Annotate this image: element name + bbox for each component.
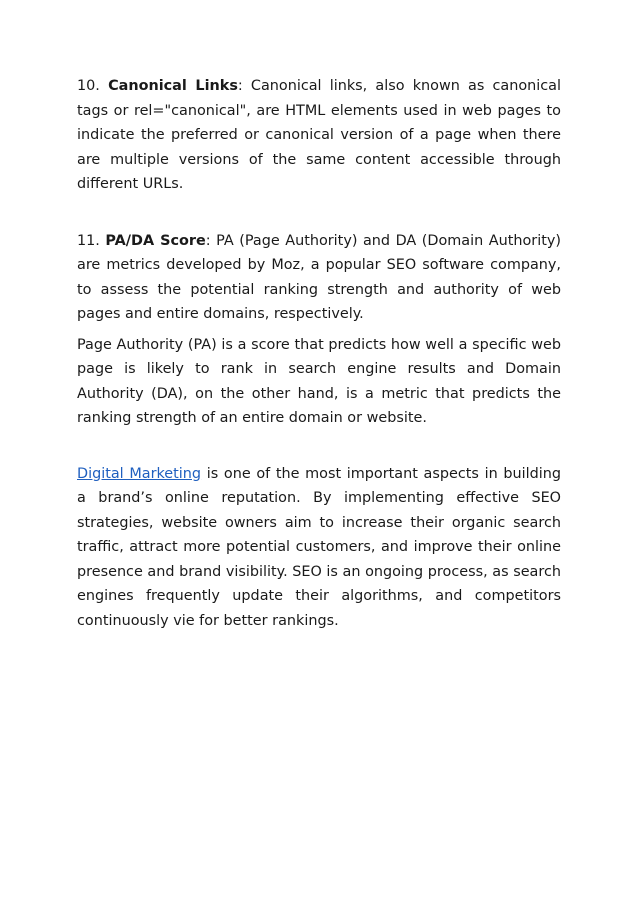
item-description: : Canonical links, also known as canonical tags or rel="canonical", are HTML elements used in web pages to indicate the preferred or canonical version of a page when there are multiple versions of the same content accessible through different URLs. [77,78,561,192]
section-pa-da-score [77,229,561,327]
item-label: PA/DA Score [105,232,206,249]
item-description: : PA (Page Authority) and DA (Domain Authority) are metrics developed by Moz, a popular SEO software company, to assess the potential ranking strength and authority of web pages and entire domains, respectively. [77,232,561,322]
closing-text: is one of the most important aspects in building a brand’s online reputation. By implementing effective SEO strategies, website owners aim to increase their organic search traffic, attract more potential customers, and improve their online presence and brand visibility. SEO is an ongoing process, as search engines frequently update their algorithms, and competitors continuously vie for better rankings. [77,465,561,629]
document-page [77,74,561,633]
closing-paragraph [77,462,561,634]
section-canonical-links [77,74,561,197]
digital-marketing-link[interactable]: Digital Marketing [77,465,202,482]
item-label: Canonical Links [108,78,238,94]
pa-da-explanation-paragraph: Page Authority (PA) is a score that predicts how well a specific web page is likely to rank in search engine results and Domain Authority (DA), on the other hand, is a metric that predicts the ranking strength of an entire domain or website. [77,336,561,426]
item-number: 10. [77,78,109,94]
item-number: 11. [77,232,106,249]
